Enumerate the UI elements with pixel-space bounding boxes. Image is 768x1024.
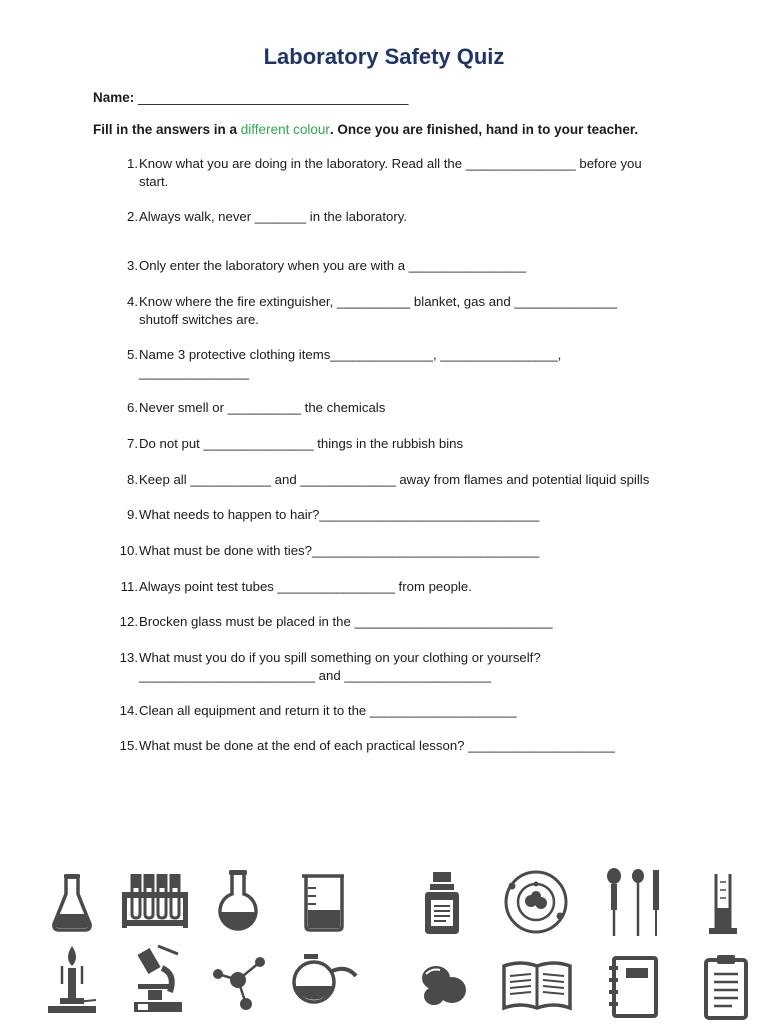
atom-icon (502, 868, 570, 936)
name-line: ____________________________________ (138, 90, 409, 105)
question-text: Brocken glass must be placed in the ___________________________ (139, 614, 553, 629)
name-label: Name: (93, 90, 135, 105)
instructions (93, 122, 638, 137)
instructions-part1: Fill in the answers in a (93, 122, 241, 137)
question-text: Know where the fire extinguisher, __________ blanket, gas and ______________ shutoff switches are. (139, 294, 618, 327)
question-text: Do not put _______________ things in the rubbish bins (139, 436, 464, 451)
page-title: Laboratory Safety Quiz (263, 44, 505, 69)
question-text: What must be done at the end of each practical lesson? ____________________ (139, 738, 615, 753)
question-number: 15. (119, 738, 138, 753)
instructions-highlight: different colour (240, 122, 330, 137)
erlenmeyer-flask-icon (50, 872, 94, 934)
microscope-icon (128, 944, 188, 1016)
round-bottom-flask-icon (216, 868, 260, 934)
question-number: 10. (119, 543, 138, 558)
name-field[interactable] (93, 90, 408, 105)
instructions-part2: . Once you are finished, hand in to your teacher. (329, 122, 639, 137)
question-text: What must be done with ties?_______________________________ (139, 543, 540, 558)
question-number: 13. (119, 650, 138, 665)
pipettes-icon (602, 866, 666, 938)
test-tube-rack-icon (118, 870, 192, 932)
question-text: What must you do if you spill something on your clothing or yourself? ________________________ and ____________________ (139, 650, 541, 683)
bunsen-burner-icon (44, 944, 100, 1016)
question-text: What needs to happen to hair?______________________________ (139, 507, 540, 522)
retort-flask-icon (290, 950, 360, 1010)
question-text: Always point test tubes ________________ from people. (139, 579, 472, 594)
molecule-icon (208, 948, 268, 1014)
question-number: 4. (127, 294, 138, 309)
question-number: 3. (127, 258, 138, 273)
question-text: Name 3 protective clothing items______________, ________________, _______________ (139, 347, 562, 380)
question-text: Only enter the laboratory when you are with a ________________ (139, 258, 527, 273)
question-text: Know what you are doing in the laboratory. Read all the _______________ before you start. (139, 156, 642, 189)
clipboard-icon (702, 952, 750, 1020)
question-text: Keep all ___________ and _____________ away from flames and potential liquid spills (139, 472, 650, 487)
medicine-bottle-icon (422, 870, 462, 936)
lab-icons-strip (0, 860, 768, 1024)
beaker-icon (298, 872, 350, 934)
question-number: 7. (127, 436, 138, 451)
question-number: 8. (127, 472, 138, 487)
notebook-icon (606, 954, 660, 1020)
question-number: 12. (119, 614, 138, 629)
question-number: 14. (119, 703, 138, 718)
open-book-icon (500, 958, 574, 1014)
question-number: 2. (127, 209, 138, 224)
question-text: Always walk, never _______ in the laboratory. (139, 209, 408, 224)
question-number: 1. (127, 156, 138, 171)
question-number: 5. (127, 347, 138, 362)
question-number: 11. (120, 579, 138, 594)
graduated-cylinder-icon (706, 870, 740, 938)
question-text: Never smell or __________ the chemicals (139, 400, 386, 415)
question-number: 9. (127, 507, 138, 522)
rocks-icon (418, 960, 470, 1008)
question-text: Clean all equipment and return it to the ____________________ (139, 703, 517, 718)
question-number: 6. (127, 400, 138, 415)
